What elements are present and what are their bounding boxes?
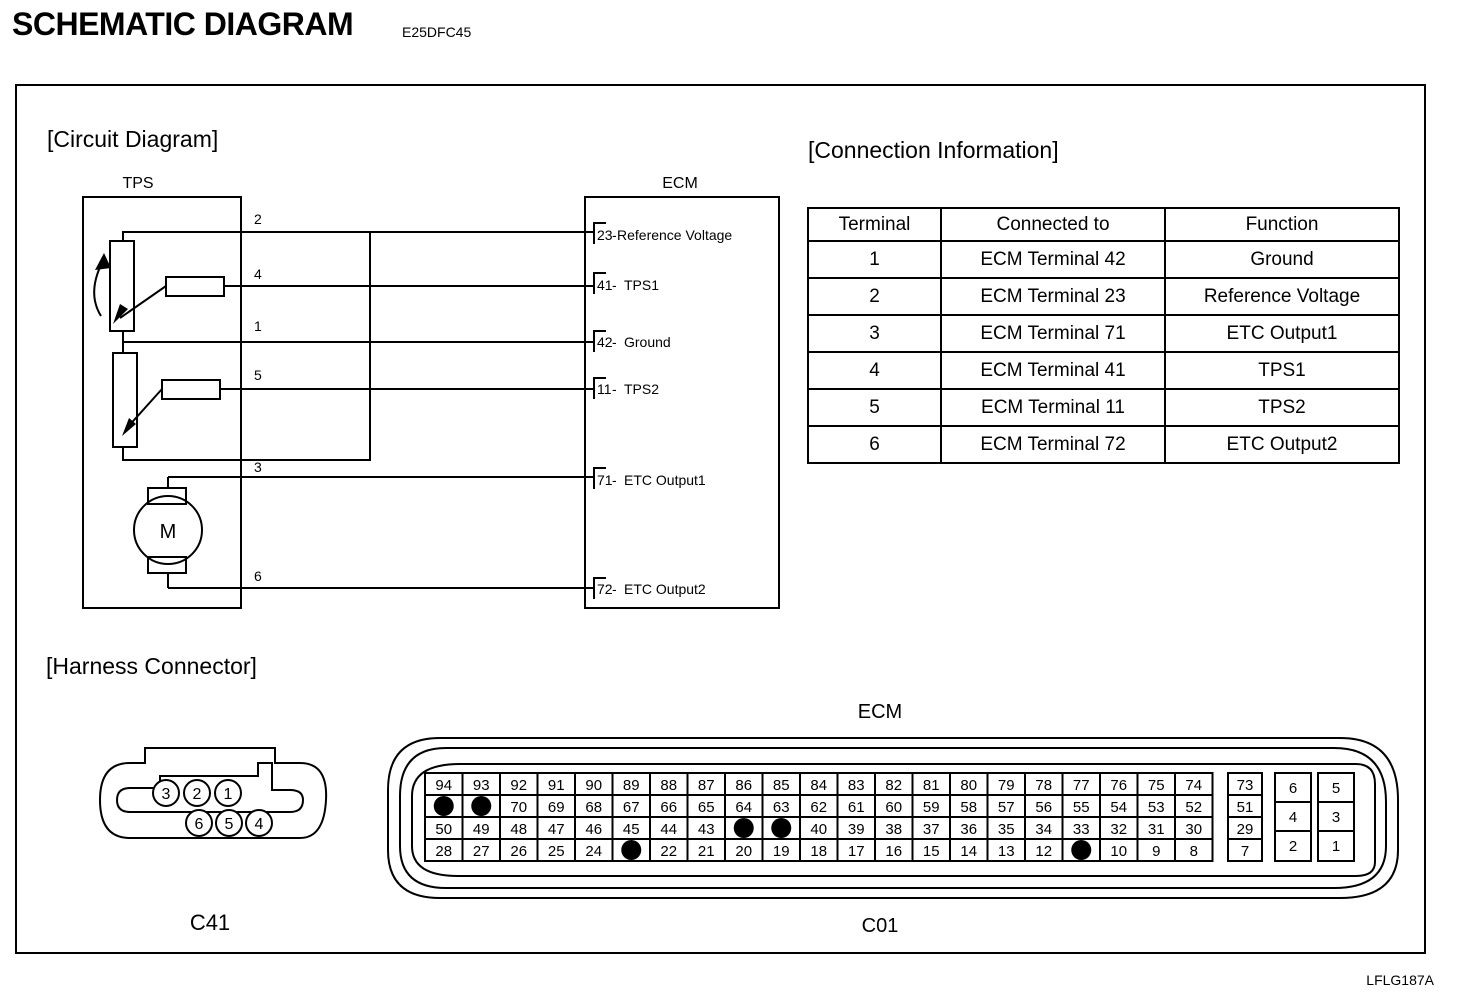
ecm-pin-number: 38 xyxy=(885,821,903,838)
tps-pin-label: 6 xyxy=(254,568,262,584)
ecm-pin-number: 52 xyxy=(1185,799,1203,816)
table-cell: 6 xyxy=(808,426,941,463)
ecm-pin-number: 93 xyxy=(472,777,490,794)
ecm-pin-number: 47 xyxy=(547,821,565,838)
ecm-pin-number: 85 xyxy=(772,777,790,794)
ecm-pin-number: 5 xyxy=(1331,780,1341,797)
ecm-pin-number: 87 xyxy=(697,777,715,794)
ecm-pin-number: 81 xyxy=(922,777,940,794)
c41-pin-number: 5 xyxy=(224,816,234,833)
ecm-pin-number: 6 xyxy=(1288,780,1298,797)
ecm-pin-number: 33 xyxy=(1072,821,1090,838)
column-header: Terminal xyxy=(808,208,941,241)
tps-pin-label: 5 xyxy=(254,367,262,383)
ecm-pin-number: 61 xyxy=(847,799,865,816)
ecm-pin-number: 83 xyxy=(847,777,865,794)
ecm-pin-number: 86 xyxy=(735,777,753,794)
table-cell: Reference Voltage xyxy=(1165,278,1399,315)
ecm-pin-filled xyxy=(734,818,754,838)
ecm-pin-number: 22 xyxy=(660,843,678,860)
ecm-pin-number: 7 xyxy=(1240,843,1250,860)
ecm-pin-number: 1 xyxy=(1331,838,1341,855)
svg-text:-: - xyxy=(612,227,617,243)
ecm-pin-number: 26 xyxy=(510,843,528,860)
ecm-pin-number: 37 xyxy=(922,821,940,838)
ecm-pin-number: 44 xyxy=(660,821,678,838)
ecm-pin-number: 24 xyxy=(585,843,603,860)
ecm-pin-number: 48 xyxy=(510,821,528,838)
c41-connector xyxy=(100,748,326,838)
tps-pin-label: 1 xyxy=(254,318,262,334)
ecm-pin-filled xyxy=(471,796,491,816)
table-cell: ETC Output2 xyxy=(1165,426,1399,463)
c41-pin-number: 3 xyxy=(161,786,171,803)
ecm-pin-label: ETC Output2 xyxy=(624,581,706,597)
ecm-pin-number: 19 xyxy=(772,843,790,860)
table-cell: ECM Terminal 71 xyxy=(941,315,1165,352)
ecm-pin-number: 64 xyxy=(735,799,753,816)
ecm-pin-number: 10 xyxy=(1110,843,1128,860)
ecm-pin-filled xyxy=(621,840,641,860)
ecm-pin-number: 58 xyxy=(960,799,978,816)
table-cell: 5 xyxy=(808,389,941,426)
ecm-pin-number: 91 xyxy=(547,777,565,794)
table-cell: ECM Terminal 11 xyxy=(941,389,1165,426)
ecm-pin-filled xyxy=(1071,840,1091,860)
ecm-pin-number: 79 xyxy=(997,777,1015,794)
ecm-pin-number: 88 xyxy=(660,777,678,794)
ecm-pin-number: 89 xyxy=(622,777,640,794)
ecm-pin-number: 80 xyxy=(960,777,978,794)
ecm-pin-number: 11 xyxy=(597,381,612,397)
ecm-pin-number: 60 xyxy=(885,799,903,816)
ecm-pin-label: Ground xyxy=(624,334,671,350)
ecm-pin-number: 31 xyxy=(1147,821,1165,838)
svg-text:-: - xyxy=(612,334,617,350)
ecm-pin-label: TPS2 xyxy=(624,381,660,397)
ecm-pin-number: 72 xyxy=(597,581,613,597)
ecm-pin-number: 78 xyxy=(1035,777,1053,794)
ecm-pin-number: 56 xyxy=(1035,799,1053,816)
ecm-pin-number: 27 xyxy=(472,843,490,860)
svg-text:-: - xyxy=(612,381,617,397)
ecm-pin-number: 74 xyxy=(1185,777,1203,794)
ecm-pin-number: 90 xyxy=(585,777,603,794)
ecm-pin-number: 54 xyxy=(1110,799,1128,816)
ecm-pin-number: 4 xyxy=(1288,809,1298,826)
ecm-pin-number: 17 xyxy=(847,843,865,860)
ecm-pin-number: 69 xyxy=(547,799,565,816)
ecm-pin-number: 20 xyxy=(735,843,753,860)
ecm-pin-number: 15 xyxy=(922,843,940,860)
ecm-pin-number: 18 xyxy=(810,843,828,860)
ecm-pin-number: 77 xyxy=(1072,777,1090,794)
table-cell: ETC Output1 xyxy=(1165,315,1399,352)
ecm-pin-number: 84 xyxy=(810,777,828,794)
column-header: Connected to xyxy=(941,208,1165,241)
ecm-pin-number: 12 xyxy=(1035,843,1053,860)
ecm-pin-number: 28 xyxy=(435,843,453,860)
ecm-pin-filled xyxy=(771,818,791,838)
table-cell: 1 xyxy=(808,241,941,278)
table-cell: TPS1 xyxy=(1165,352,1399,389)
ecm-pin-number: 42 xyxy=(597,334,613,350)
tps-label: TPS xyxy=(122,175,154,192)
table-cell: TPS2 xyxy=(1165,389,1399,426)
ecm-pin-filled xyxy=(434,796,454,816)
page-title: SCHEMATIC DIAGRAM xyxy=(12,6,354,42)
ecm-pin-number: 70 xyxy=(510,799,528,816)
ecm-pin-label: ETC Output1 xyxy=(624,472,706,488)
c41-pin-number: 2 xyxy=(192,786,202,803)
ecm-pin-number: 66 xyxy=(660,799,678,816)
c41-connector-label: C41 xyxy=(189,910,231,935)
motor-label: M xyxy=(159,521,177,543)
ecm-pin-number: 59 xyxy=(922,799,940,816)
column-header: Function xyxy=(1165,208,1399,241)
ecm-pin-number: 46 xyxy=(585,821,603,838)
ecm-pin-number: 23 xyxy=(597,227,613,243)
tps-pin-label: 4 xyxy=(254,266,262,282)
table-cell: 2 xyxy=(808,278,941,315)
ecm-pin-number: 30 xyxy=(1185,821,1203,838)
ecm-pin-number: 68 xyxy=(585,799,603,816)
svg-text:-: - xyxy=(612,277,617,293)
ecm-pin-number: 14 xyxy=(960,843,978,860)
ecm-pin-number: 13 xyxy=(997,843,1015,860)
ecm-pin-number: 92 xyxy=(510,777,528,794)
table-cell: 4 xyxy=(808,352,941,389)
ecm-pin-number: 16 xyxy=(885,843,903,860)
ecm-pin-number: 53 xyxy=(1147,799,1165,816)
c41-pin-number: 4 xyxy=(254,816,264,833)
ecm-pin-number: 39 xyxy=(847,821,865,838)
ecm-pin-number: 9 xyxy=(1152,843,1161,860)
ecm-pin-number: 76 xyxy=(1110,777,1128,794)
table-cell: ECM Terminal 72 xyxy=(941,426,1165,463)
tps-pin-label: 2 xyxy=(254,211,262,227)
ecm-pin-number: 45 xyxy=(622,821,640,838)
table-cell: ECM Terminal 41 xyxy=(941,352,1165,389)
connection-info-heading: [Connection Information] xyxy=(808,137,1059,163)
ecm-pin-number: 32 xyxy=(1110,821,1128,838)
ecm-pin-number: 55 xyxy=(1072,799,1090,816)
ecm-pin-number: 49 xyxy=(472,821,490,838)
table-cell: ECM Terminal 42 xyxy=(941,241,1165,278)
ecm-pin-number: 43 xyxy=(697,821,715,838)
ecm-label: ECM xyxy=(662,175,698,192)
ecm-pin-label: TPS1 xyxy=(624,277,660,293)
ecm-pin-number: 29 xyxy=(1236,821,1254,838)
ecm-pin-number: 8 xyxy=(1189,843,1198,860)
ecm-harness-label: ECM xyxy=(857,701,903,723)
ecm-pin-number: 35 xyxy=(997,821,1015,838)
document-code: E25DFC45 xyxy=(402,24,472,40)
ecm-pin-number: 51 xyxy=(1236,799,1254,816)
table-cell: ECM Terminal 23 xyxy=(941,278,1165,315)
ecm-pin-number: 41 xyxy=(597,277,613,293)
svg-text:-: - xyxy=(612,472,617,488)
ecm-pin-number: 63 xyxy=(772,799,790,816)
ecm-pin-number: 25 xyxy=(547,843,565,860)
table-cell: 3 xyxy=(808,315,941,352)
ecm-pin-number: 67 xyxy=(622,799,640,816)
ecm-pin-number: 21 xyxy=(697,843,715,860)
ecm-pin-number: 36 xyxy=(960,821,978,838)
ecm-pin-label: Reference Voltage xyxy=(617,227,733,243)
ecm-pin-number: 94 xyxy=(435,777,453,794)
ecm-pin-number: 34 xyxy=(1035,821,1053,838)
ecm-pin-number: 75 xyxy=(1147,777,1165,794)
ecm-pin-number: 82 xyxy=(885,777,903,794)
harness-connector-heading: [Harness Connector] xyxy=(46,653,257,679)
ecm-pin-number: 40 xyxy=(810,821,828,838)
circuit-diagram-heading: [Circuit Diagram] xyxy=(47,126,219,152)
tps-pin-label: 3 xyxy=(254,459,262,475)
figure-code: LFLG187A xyxy=(1366,972,1434,988)
ecm-pin-number: 50 xyxy=(435,821,453,838)
svg-text:-: - xyxy=(612,581,617,597)
ecm-pin-number: 3 xyxy=(1331,809,1341,826)
ecm-pin-number: 71 xyxy=(597,472,613,488)
c01-connector-label: C01 xyxy=(861,915,899,937)
ecm-pin-number: 65 xyxy=(697,799,715,816)
c41-pin-number: 6 xyxy=(194,816,204,833)
c41-pin-number: 1 xyxy=(223,786,233,803)
table-cell: Ground xyxy=(1165,241,1399,278)
ecm-pin-number: 2 xyxy=(1288,838,1298,855)
ecm-pin-number: 57 xyxy=(997,799,1015,816)
ecm-pin-number: 73 xyxy=(1236,777,1254,794)
ecm-pin-number: 62 xyxy=(810,799,828,816)
